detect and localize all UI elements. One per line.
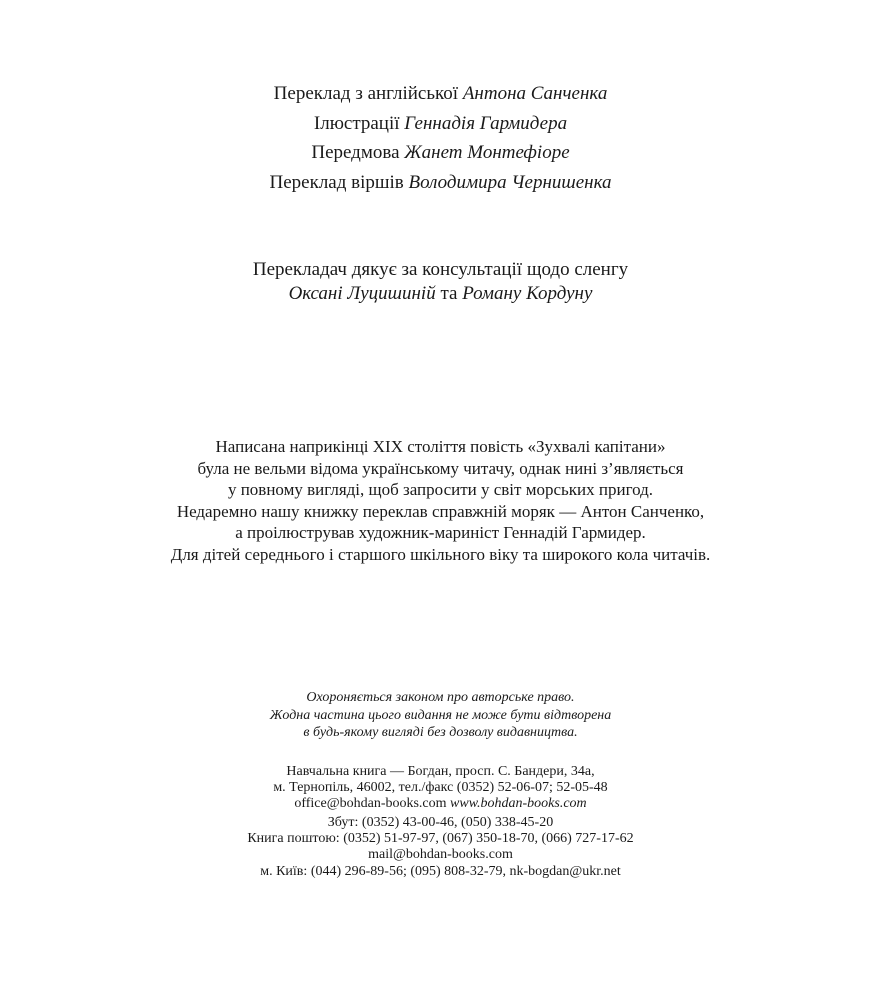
publisher-email: office@bohdan-books.com [294,796,451,811]
annotation-line: Написана наприкінці XIX століття повість «Зухвалі капітани» [215,437,666,456]
annotation-line: була не вельми відома українському читачу, однак нині з’являється [197,458,684,478]
mail-order-line [0,831,881,847]
copyright-line: Охороняється законом про авторське право. [306,690,575,705]
thanks-name-2: Роману Кордуну [462,283,593,304]
publisher-name-address: Навчальна книга — Богдан, просп. С. Бандери, 34а, [286,764,595,779]
copyright-notice [0,689,881,742]
credit-illustrations [0,109,881,139]
credit-illustrations-label: Ілюстрації [313,112,405,134]
credit-poems-label: Переклад віршів [269,171,409,193]
mail-order-label: Книга поштою: [247,831,344,847]
publisher-website-link[interactable]: www.bohdan-books.com [450,796,587,811]
thanks-name-1: Оксані Луцишиній [288,283,436,304]
publisher-web [0,796,881,812]
sales-line [0,815,881,831]
mail-order-email: mail@bohdan-books.com [368,847,513,863]
thanks-line-1: Перекладач дякує за консультації щодо сленгу [252,259,629,280]
mail-order-phones: (0352) 51-97-97, (067) 350-18-70, (066) 727-17-62 [343,831,634,847]
sales-phones: (0352) 43-00-46, (050) 338-45-20 [361,815,554,830]
sales-label: Збут: [327,815,362,830]
credit-poems-name: Володимира Чернишенка [408,171,612,193]
annotation-line: Для дітей середнього і старшого шкільного віку та широкого кола читачів. [170,544,711,564]
credit-foreword [0,138,881,168]
credit-translation-label: Переклад з англійської [273,83,463,104]
kyiv-label: м. Київ: [260,863,311,879]
publisher-block [0,764,881,812]
credit-translation-name: Антона Санченка [462,83,608,104]
credit-poems [0,168,881,198]
annotation-block [0,436,881,566]
publisher-city-phone: м. Тернопіль, 46002, тел./факс (0352) 52-06-07; 52-05-48 [273,780,608,795]
credits-block [0,79,881,197]
thanks-block [0,258,881,306]
credit-illustrations-name: Геннадія Гармидера [404,112,568,134]
kyiv-line [0,864,881,880]
kyiv-contacts: (044) 296-89-56; (095) 808-32-79, nk-bogdan@ukr.net [310,863,621,879]
annotation-line: а проілюстрував художник-мариніст Геннадій Гармидер. [235,523,646,543]
copyright-line: в будь-якому вигляді без дозволу видавництва. [303,725,578,740]
copyright-line: Жодна частина цього видання не може бути відтворена [269,707,612,723]
sales-block [0,815,881,880]
credit-foreword-label: Передмова [311,142,405,163]
annotation-line: у повному вигляді, щоб запросити у світ морських пригод. [227,480,654,500]
annotation-line: Недаремно нашу книжку переклав справжній моряк — Антон Санченко, [176,501,705,521]
credit-foreword-name: Жанет Монтефіоре [404,142,570,163]
thanks-line-2 [0,282,881,306]
thanks-conjunction: та [435,283,463,304]
credit-translation [0,79,881,109]
